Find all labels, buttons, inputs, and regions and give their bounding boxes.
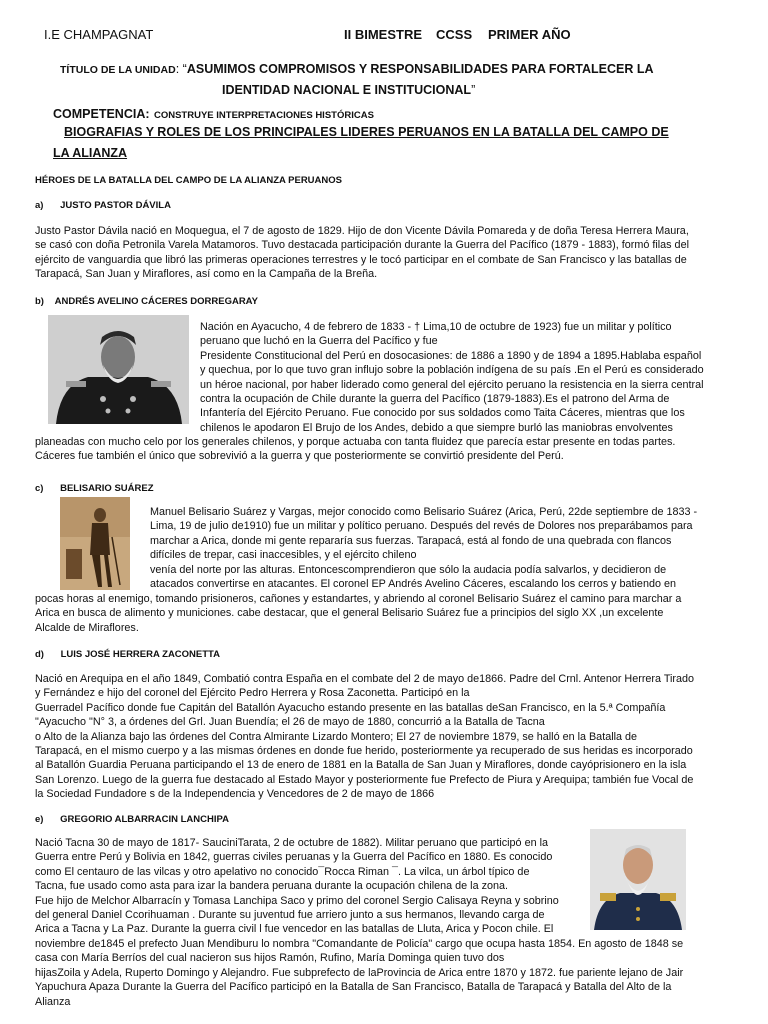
hero-c-line: Manuel Belisario Suárez y Vargas, mejor conocido como Belisario Suárez (Arica, Perú, 22de septiembre de 1833 -	[150, 506, 698, 518]
suarez-portrait-image	[60, 497, 130, 590]
hero-b-line: peruano que luchó en la Guerra del Pacífico y fue	[200, 335, 438, 348]
hero-e-heading	[35, 814, 229, 825]
hero-c-line: Lima, 19 de julio de1910) fue un militar y político peruano. Después del revés de Dolores nos preparábamos para	[150, 520, 693, 533]
hero-b-line: Nación en Ayacucho, 4 de febrero de 1833 - † Lima,10 de octubre de 1923) fue un militar y político	[200, 321, 672, 333]
unit-title-line1	[60, 62, 654, 76]
hero-a-line: Tarapacá, San Juan y Miraflores, así como en la Campaña de la Breña.	[35, 268, 378, 281]
hero-e-line: casa con María Berríos del cual nacieron sus hijos Ramón, Rufino, María Dominga quien tuvo dos	[35, 952, 505, 965]
competence-label: COMPETENCIA:	[53, 107, 150, 121]
hero-d-line: San Lorenzo. Luego de la guerra fue destacado al Estado Mayor y posteriormente fue Prefecto de Piura y Arequipa; también fue Vocal de	[35, 773, 694, 786]
hero-e-line: hijasZoila y Adela, Ruperto Domingo y Alejandro. Fue subprefecto de laProvincia de Arica entre 1870 y 1872. fue pariente lejano de Jair	[35, 966, 684, 979]
grade-label: PRIMER AÑO	[488, 27, 571, 42]
hero-b-heading	[35, 296, 258, 307]
hero-e-line: Guerra entre Perú y Bolivia en 1842, guerras civiles peruanas y la Guerra del Pacífico en 1880. Es conocido	[35, 851, 553, 864]
hero-d-line: al Batallón Guardia Peruana participando el 13 de enero de 1881 en la Batalla de San Juan y Miraflores, donde cayóprisionero en la isla	[35, 759, 687, 772]
school-name: I.E CHAMPAGNAT	[44, 27, 154, 42]
hero-c-heading	[35, 483, 154, 494]
hero-b-bio-side	[200, 320, 740, 435]
hero-e-line: del general Daniel Ccorihuaman . Durante su juventud fue arriero junto a sus hermanos, llevando carga de	[35, 909, 545, 922]
hero-c-line: Arica en busca de alimento y municiones. cabe destacar, que el general Belisario Suárez fue a principios del siglo XX ,un excelente	[35, 607, 664, 620]
hero-b-line: Cáceres fue también el único que sobrevivió a la guerra y que posteriormente se convirtió presidente del Perú.	[35, 450, 564, 463]
albarracin-portrait-image	[590, 829, 686, 930]
hero-a-letter: a)	[35, 200, 44, 211]
hero-e-line: noviembre de1845 el prefecto Juan Mendiburu lo nombra "Comandante de Policía" cargo que ocupa hasta 1854. En agosto de 1848 se	[35, 938, 684, 950]
section-heading: HÉROES DE LA BATALLA DEL CAMPO DE LA ALIANZA PERUANOS	[35, 175, 342, 186]
unit-title-line2	[222, 83, 475, 97]
hero-c-letter: c)	[35, 483, 44, 494]
hero-b-bio-full	[35, 435, 740, 464]
hero-a-bio	[35, 224, 735, 282]
suarez-portrait	[60, 497, 130, 590]
hero-e-line: Nació Tacna 30 de mayo de 1817- SauciniTarata, 2 de octubre de 1882). Militar peruano que participó en la	[35, 837, 548, 849]
hero-b-line: y quechua, por lo que tuvo gran influjo sobre la población indígena de su país .En el Perú es considerado	[200, 364, 704, 377]
hero-d-line: o Alto de la Alianza bajo las órdenes del Contra Almirante Lizardo Montero; El 27 de noviembre 1879, se halló en la Batalla de	[35, 730, 638, 743]
hero-d-line: Tarapacá, en el mismo cuerpo y a las mismas órdenes en donde fue herido, posteriormente ya recuperado de sus heridas es incorporado	[35, 745, 693, 758]
hero-b-line: Presidente Constitucional del Perú en dosocasiones: de 1886 a 1890 y de 1894 a 1895.Hablaba español	[200, 349, 702, 362]
hero-a-heading	[35, 200, 171, 211]
competence-row	[53, 105, 374, 123]
hero-d-name: LUIS JOSÉ HERRERA ZACONETTA	[60, 649, 221, 660]
hero-c-bio-side	[150, 505, 742, 591]
unit-colon: :	[175, 62, 180, 76]
hero-d-line: "Ayacucho "N° 3, a órdenes del Grl. Juan Buendía; el 26 de mayo de 1880, concurrió a la Batalla de Tacna	[35, 716, 545, 729]
hero-e-line: Arica a Tacna y La Paz. Durante la guerra civil l fue vencedor en las batallas de Lluta, Arica y Pocon chile. El	[35, 923, 554, 936]
hero-d-bio	[35, 672, 740, 802]
main-title-line1: BIOGRAFIAS Y ROLES DE LOS PRINCIPALES LIDERES PERUANOS EN LA BATALLA DEL CAMPO DE	[64, 125, 669, 139]
albarracin-portrait	[590, 829, 686, 930]
hero-c-name: BELISARIO SUÁREZ	[60, 483, 154, 494]
hero-e-line: como El centauro de las vilcas y otro apelativo no conocido¯Rocca Riman ¯. La vilca, un árbol típico de	[35, 865, 530, 878]
hero-b-line: planeadas con mucho celo por los generales chilenos, y porque actuaba con tanta fluidez que parecía estar presente en todas partes.	[35, 436, 676, 448]
hero-c-line: marchar a Arica, donde mi gente repararía sus fuerzas. Tarapacá, está al fondo de una quebrada con flancos	[150, 534, 672, 547]
hero-d-line: la Sociedad Fundadore s de la Independencia y Vencedores de 2 de mayo de 1866	[35, 788, 435, 801]
hero-b-name: ANDRÉS AVELINO CÁCERES DORREGARAY	[54, 296, 259, 307]
hero-e-bio-full	[35, 937, 733, 1009]
hero-c-bio-full	[35, 592, 740, 635]
main-title-line2: LA ALIANZA	[53, 146, 128, 160]
hero-c-line: difíciles de trepar, casi inaccesibles, y el ejército chileno	[150, 549, 417, 562]
hero-e-letter: e)	[35, 814, 44, 825]
hero-a-line: Justo Pastor Dávila nació en Moquegua, el 7 de agosto de 1829. Hijo de don Vicente Dávila Pomareda y de doña Teresa Herrera Maura,	[35, 225, 689, 237]
caceres-portrait	[48, 315, 189, 424]
unit-quote-open: “	[182, 62, 187, 76]
unit-label: TÍTULO DE LA UNIDAD	[60, 64, 176, 76]
unit-title-text-2: IDENTIDAD NACIONAL E INSTITUCIONAL	[222, 83, 472, 97]
hero-b-letter: b)	[35, 296, 44, 307]
hero-c-line: Alcalde de Miraflores.	[35, 621, 139, 634]
hero-c-line: venía del norte por las alturas. Entoncescomprendieron que sólo la audacia podía salvarlos, y decidieron de	[150, 563, 667, 576]
hero-d-line: Nació en Arequipa en el año 1849, Combatió contra España en el combate del 2 de mayo de1866. Padre del Crnl. Antenor Herrera Tirado	[35, 673, 695, 685]
hero-d-heading	[35, 649, 220, 660]
hero-b-line: un héroe nacional, por haber liderado como general del ejército peruano la resistencia en la sierra central	[200, 378, 704, 391]
period-label: II BIMESTRE	[344, 27, 423, 42]
hero-d-line: y Fernández e hijo del coronel del Ejército Pedro Herrera y Rosa Zaconetta. Participó en la	[35, 687, 470, 700]
subject-label: CCSS	[436, 27, 473, 42]
hero-d-letter: d)	[35, 649, 44, 660]
hero-e-name: GREGORIO ALBARRACIN LANCHIPA	[60, 814, 229, 825]
hero-e-line: Yapuchura Apaza Durante la Guerra del Pacífico participó en la Batalla de San Francisco, Batalla de Tarapacá y Batalla del Alto de la	[35, 981, 672, 994]
hero-c-line: atacados convertirse en atacantes. El coronel EP Andrés Avelino Cáceres, escalando los cerros y batiendo en	[150, 578, 676, 591]
hero-b-line: Infantería del Ejército Peruano. Fue conocido por sus soldados como Taita Cáceres, mientras que los	[200, 407, 685, 420]
competence-value: CONSTRUYE INTERPRETACIONES HISTÓRICAS	[153, 110, 374, 121]
hero-e-line: Fue hijo de Melchor Albarracín y Tomasa Lanchipa Saco y primo del coronel Sergio Calisaya Reyna y sobrino	[35, 894, 559, 907]
hero-a-name: JUSTO PASTOR DÁVILA	[60, 200, 171, 211]
hero-e-line: Tacna, fue usado como asta para izar la bandera peruana durante la ocupación chilena de la zona.	[35, 880, 508, 893]
hero-b-line: chilenos le apodaron El Brujo de los Andes, debido a que siempre burló las maniobras envolventes	[200, 421, 673, 434]
caceres-portrait-image	[48, 315, 189, 424]
unit-title-text-1: ASUMIMOS COMPROMISOS Y RESPONSABILIDADES PARA FORTALECER LA	[186, 62, 654, 76]
hero-a-line: se casó con doña Petronila Varela Matamoros. Tuvo destacada participación durante la Guerra del Pacífico (1879 - 1883), formó filas del	[35, 239, 689, 252]
hero-b-line: contra la ocupación de Chile durante la guerra del Pacífico (1879-1883).Es el patrono del Arma de	[200, 393, 670, 406]
hero-a-line: ejército de vanguardia que libró las primeras operaciones terrestres y le tocó participar en el combate de San Francisco y las batallas de	[35, 253, 687, 266]
hero-e-line: Alianza	[35, 995, 71, 1008]
hero-e-bio-side	[35, 836, 579, 937]
unit-quote-close: ”	[471, 83, 476, 97]
hero-d-line: Guerradel Pacífico donde fue Capitán del Batallón Ayacucho estando presente en las batallas deSan Francisco, en la 5.ª Compañía	[35, 701, 666, 714]
hero-c-line: pocas horas al enemigo, tomando prisioneros, cañones y estandartes, y abriendo al coronel Belisario Suárez el camino para marchar a	[35, 593, 682, 605]
